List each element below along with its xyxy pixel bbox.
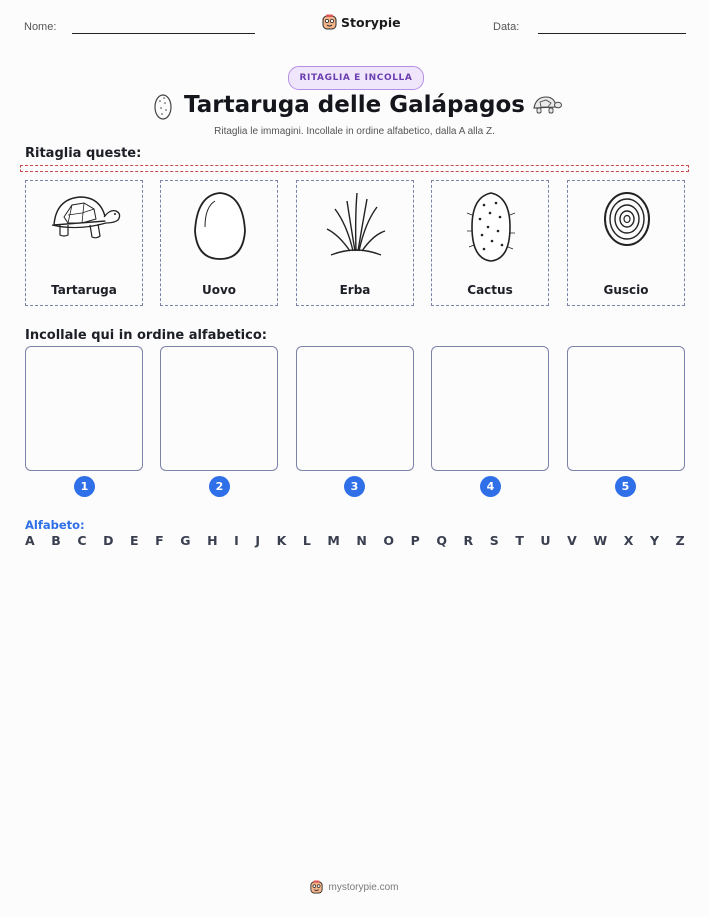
alphabet-letter: F xyxy=(155,533,164,548)
slot-number-badge: 1 xyxy=(74,476,95,497)
alphabet-letter: J xyxy=(255,533,260,548)
alphabet-letter: L xyxy=(302,533,311,548)
alphabet-letter: N xyxy=(356,533,367,548)
cut-line xyxy=(20,165,689,172)
alphabet-letter: D xyxy=(103,533,114,548)
alphabet-letter: U xyxy=(540,533,551,548)
tortoise-small-icon xyxy=(530,94,562,116)
alphabet-letter: B xyxy=(51,533,61,548)
paste-slot-2[interactable] xyxy=(160,346,278,471)
alphabet-letter: Z xyxy=(675,533,685,548)
card-label: Guscio xyxy=(603,283,649,297)
alphabet-letter: Q xyxy=(436,533,447,548)
alphabet-letter: T xyxy=(515,533,524,548)
brand-name: Storypie xyxy=(341,14,401,30)
alphabet-letter: R xyxy=(463,533,474,548)
alphabet-letter: O xyxy=(383,533,395,548)
alphabet-letter: W xyxy=(593,533,608,548)
paste-slot-4[interactable] xyxy=(431,346,549,471)
name-label: Nome: xyxy=(24,21,57,33)
storypie-logo xyxy=(322,14,401,30)
card-label: Tartaruga xyxy=(51,283,117,297)
cut-card-uovo[interactable] xyxy=(160,180,278,306)
storypie-mascot-icon xyxy=(310,880,323,894)
footer-url[interactable]: mystorypie.com xyxy=(328,881,399,893)
slot-number-badge: 4 xyxy=(480,476,501,497)
cut-card-cactus[interactable] xyxy=(431,180,549,306)
storypie-mascot-icon xyxy=(322,14,337,30)
cactus-icon xyxy=(452,187,530,265)
alphabet-letter: P xyxy=(410,533,420,548)
shell-icon xyxy=(588,187,666,257)
page-title: Tartaruga delle Galápagos xyxy=(184,92,525,118)
activity-badge: RITAGLIA E INCOLLA xyxy=(288,66,424,90)
alphabet-letter: Y xyxy=(649,533,659,548)
alphabet-letter: V xyxy=(567,533,577,548)
date-label: Data: xyxy=(493,21,520,33)
tortoise-icon xyxy=(46,187,124,249)
grass-icon xyxy=(317,187,395,265)
paste-slot-1[interactable] xyxy=(25,346,143,471)
egg-icon xyxy=(181,187,259,265)
slot-number-badge: 2 xyxy=(209,476,230,497)
footer xyxy=(0,880,709,894)
card-label: Erba xyxy=(339,283,371,297)
alphabet-letter: G xyxy=(180,533,191,548)
alphabet-row xyxy=(25,533,685,548)
paste-heading: Incollale qui in ordine alfabetico: xyxy=(25,328,267,343)
alphabet-letter: X xyxy=(623,533,634,548)
alphabet-letter: I xyxy=(234,533,239,548)
cut-card-erba[interactable] xyxy=(296,180,414,306)
alphabet-letter: H xyxy=(207,533,218,548)
alphabet-letter: K xyxy=(276,533,287,548)
name-line[interactable] xyxy=(72,33,255,34)
paste-slot-3[interactable] xyxy=(296,346,414,471)
cut-card-guscio[interactable] xyxy=(567,180,685,306)
date-line[interactable] xyxy=(538,33,686,34)
alphabet-letter: M xyxy=(327,533,340,548)
paste-slot-5[interactable] xyxy=(567,346,685,471)
alphabet-heading: Alfabeto: xyxy=(25,518,85,532)
slot-number-badge: 5 xyxy=(615,476,636,497)
cut-card-tartaruga[interactable] xyxy=(25,180,143,306)
cut-heading: Ritaglia queste: xyxy=(25,146,142,161)
slot-number-badge: 3 xyxy=(344,476,365,497)
alphabet-letter: A xyxy=(25,533,35,548)
card-label: Uovo xyxy=(201,283,237,297)
card-label: Cactus xyxy=(467,283,513,297)
instructions: Ritaglia le immagini. Incollale in ordine alfabetico, dalla A alla Z. xyxy=(214,126,495,137)
alphabet-letter: C xyxy=(77,533,87,548)
alphabet-letter: S xyxy=(489,533,499,548)
alphabet-letter: E xyxy=(130,533,139,548)
